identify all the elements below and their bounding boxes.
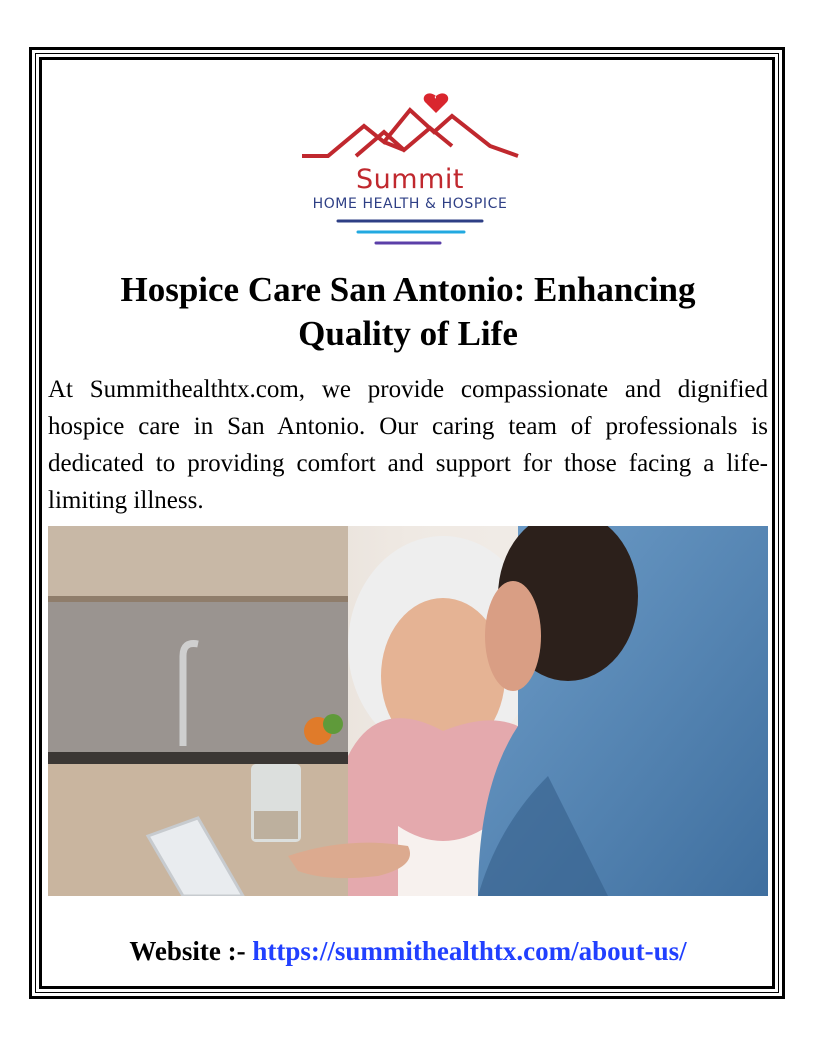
website-label: Website :-	[129, 936, 253, 966]
website-line	[48, 936, 768, 967]
summit-logo	[280, 88, 540, 253]
logo-tagline: HOME HEALTH & HOSPICE	[312, 196, 508, 212]
intro-paragraph: At Summithealthtx.com, we provide compassionate and dignified hospice care in San Antonio. Our caring team of professionals is dedicated to providing comfort and support for those facing a life-limiting illness.	[48, 376, 768, 514]
caregiver-with-elderly-woman-photo	[48, 526, 768, 896]
logo-name: Summit	[356, 164, 464, 195]
caregiver-photo	[48, 526, 768, 896]
page-title: Hospice Care San Antonio: Enhancing Quality of Life	[120, 270, 696, 353]
website-link[interactable]: https://summithealthtx.com/about-us/	[252, 936, 687, 966]
